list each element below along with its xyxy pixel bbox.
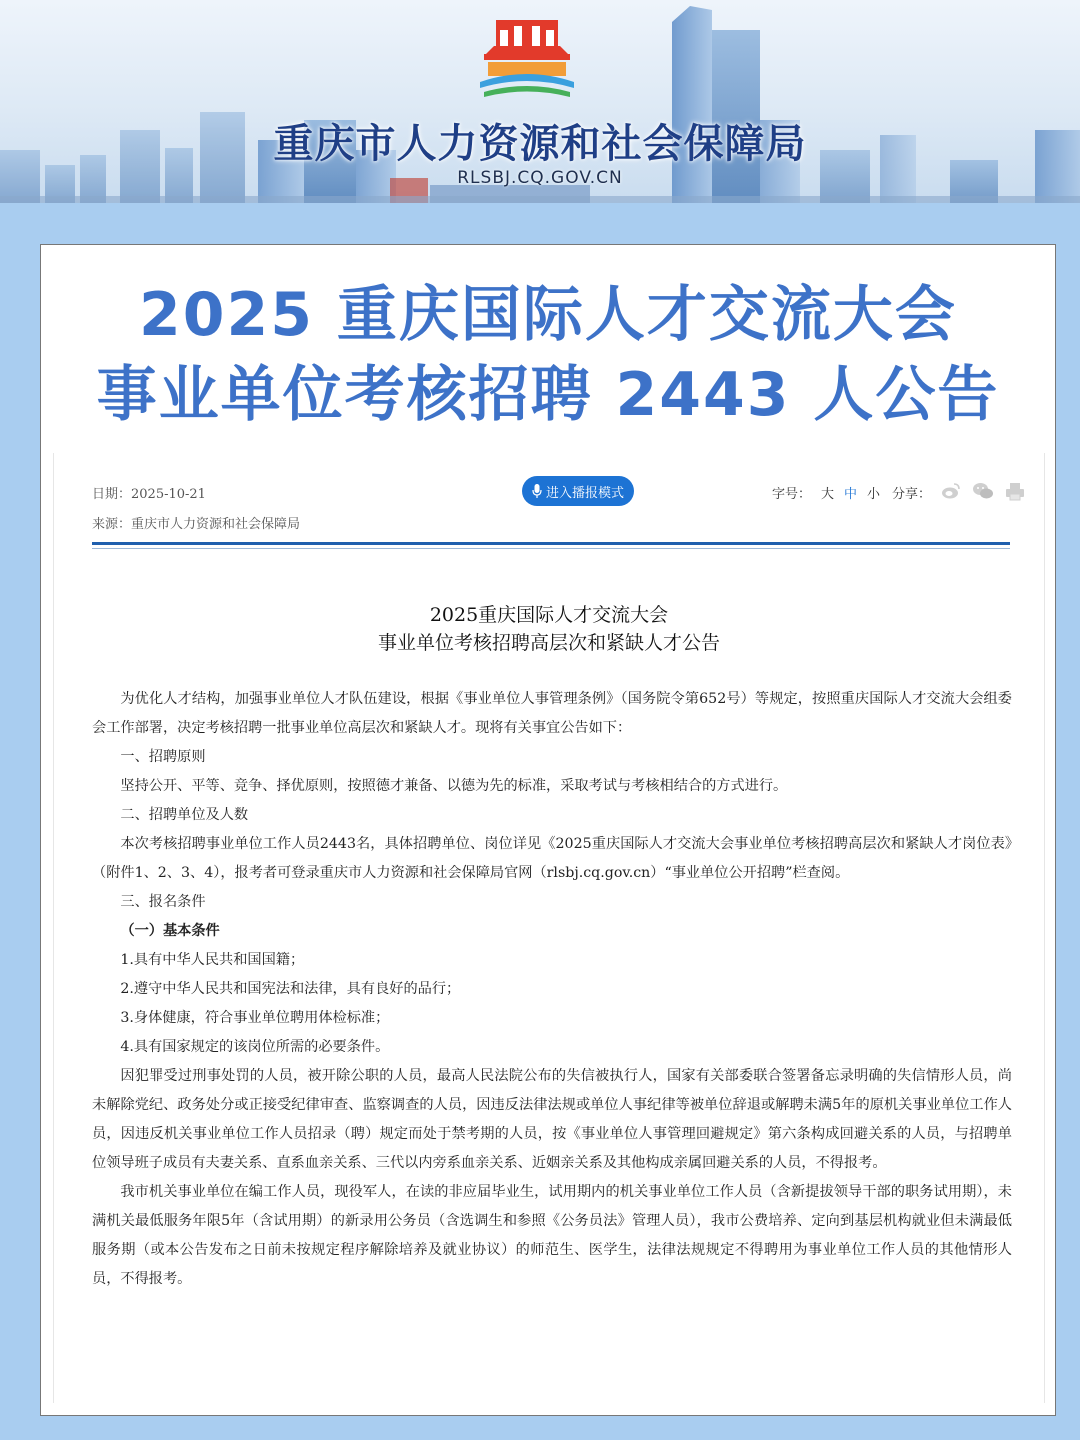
document-screenshot [53,453,1045,1403]
paragraph-intro: 为优化人才结构，加强事业单位人才队伍建设，根据《事业单位人事管理条例》（国务院令第652号）等规定，按照重庆国际人才交流大会组委会工作部署，决定考核招聘一批事业单位高层次和紧缺人才。现将有关事宜公告如下： [92,691,1012,736]
condition-item-1: 1.具有中华人民共和国国籍； [120,952,305,968]
headline-line-1: 2025 重庆国际人才交流大会 [139,280,957,350]
section-heading-principles: 一、招聘原则 [120,749,206,765]
publish-source: 来源：重庆市人力资源和社会保障局 [92,517,301,532]
microphone-icon [532,484,542,498]
weibo-icon[interactable] [940,481,962,501]
font-size-label: 字号： [772,487,812,502]
article-title-line-1: 2025重庆国际人才交流大会 [429,604,669,626]
header-banner [0,0,1080,203]
font-size-control [772,483,880,502]
publish-date: 日期：2025-10-21 [92,487,206,502]
section-heading-units: 二、招聘单位及人数 [120,807,249,823]
broadcast-mode-button[interactable] [522,476,634,506]
print-icon[interactable] [1004,481,1026,501]
headline-line-2: 事业单位考核招聘 2443 人公告 [96,360,1000,430]
article-body [92,685,1012,1294]
condition-item-2: 2.遵守中华人民共和国宪法和法律，具有良好的品行； [120,981,461,997]
agency-name: 重庆市人力资源和社会保障局 [273,121,807,167]
font-size-small[interactable]: 小 [867,487,881,502]
condition-item-4: 4.具有国家规定的该岗位所需的必要条件。 [120,1039,390,1055]
share-label: 分享： [892,487,932,502]
paragraph-principles: 坚持公开、平等、竞争、择优原则，按照德才兼备、以德为先的标准，采取考试与考核相结合的方式进行。 [120,778,788,794]
agency-url[interactable]: RLSBJ.CQ.GOV.CN [457,168,623,188]
header-divider [92,542,1010,545]
font-size-medium[interactable]: 中 [844,487,858,502]
wechat-icon[interactable] [972,481,994,501]
font-size-large[interactable]: 大 [821,487,835,502]
broadcast-mode-label: 进入播报模式 [545,485,624,501]
section-heading-conditions: 三、报名条件 [120,894,206,910]
paragraph-restrictions: 我市机关事业单位在编工作人员，现役军人，在读的非应届毕业生，试用期内的机关事业单位工作人员（含新提拔领导干部的职务试用期），未满机关最低服务年限5年（含试用期）的新录用公务员（含选调生和参照《公务员法》管理人员），我市公费培养、定向到基层机构就业但未满最低服务期（或本公告发布之日前未按规定程序解除培养及就业协议）的师范生、医学生，法律法规规定不得聘用为事业单位工作人员的其他情形人员，不得报考。 [92,1184,1012,1287]
paragraph-exclusions: 因犯罪受过刑事处罚的人员，被开除公职的人员，最高人民法院公布的失信被执行人，国家有关部委联合签署备忘录明确的失信情形人员，尚未解除党纪、政务处分或正接受纪律审查、监察调查的人员，因违反法律法规或单位人事纪律等被单位辞退或解聘未满5年的原机关事业单位工作人员，因违反机关事业单位工作人员招录（聘）规定而处于禁考期的人员，按《事业单位人事管理回避规定》第六条构成回避关系的人员，与招聘单位领导班子成员有夫妻关系、直系血亲关系、三代以内旁系血亲关系、近姻亲关系及其他构成亲属回避关系的人员，不得报考。 [92,1068,1012,1171]
header-divider-thin [92,548,1010,549]
subsection-heading-basic: （一）基本条件 [120,923,220,939]
building-emblem-icon [474,16,580,102]
paragraph-units: 本次考核招聘事业单位工作人员2443名，具体招聘单位、岗位详见《2025重庆国际人才交流大会事业单位考核招聘高层次和紧缺人才岗位表》（附件1、2、3、4），报考者可登录重庆市人力资源和社会保障局官网（rlsbj.cq.gov.cn）“事业单位公开招聘”栏查阅。 [92,836,1012,881]
condition-item-3: 3.身体健康，符合事业单位聘用体检标准； [120,1010,390,1026]
article-title-line-2: 事业单位考核招聘高层次和紧缺人才公告 [377,632,720,654]
announcement-card [40,244,1056,1416]
